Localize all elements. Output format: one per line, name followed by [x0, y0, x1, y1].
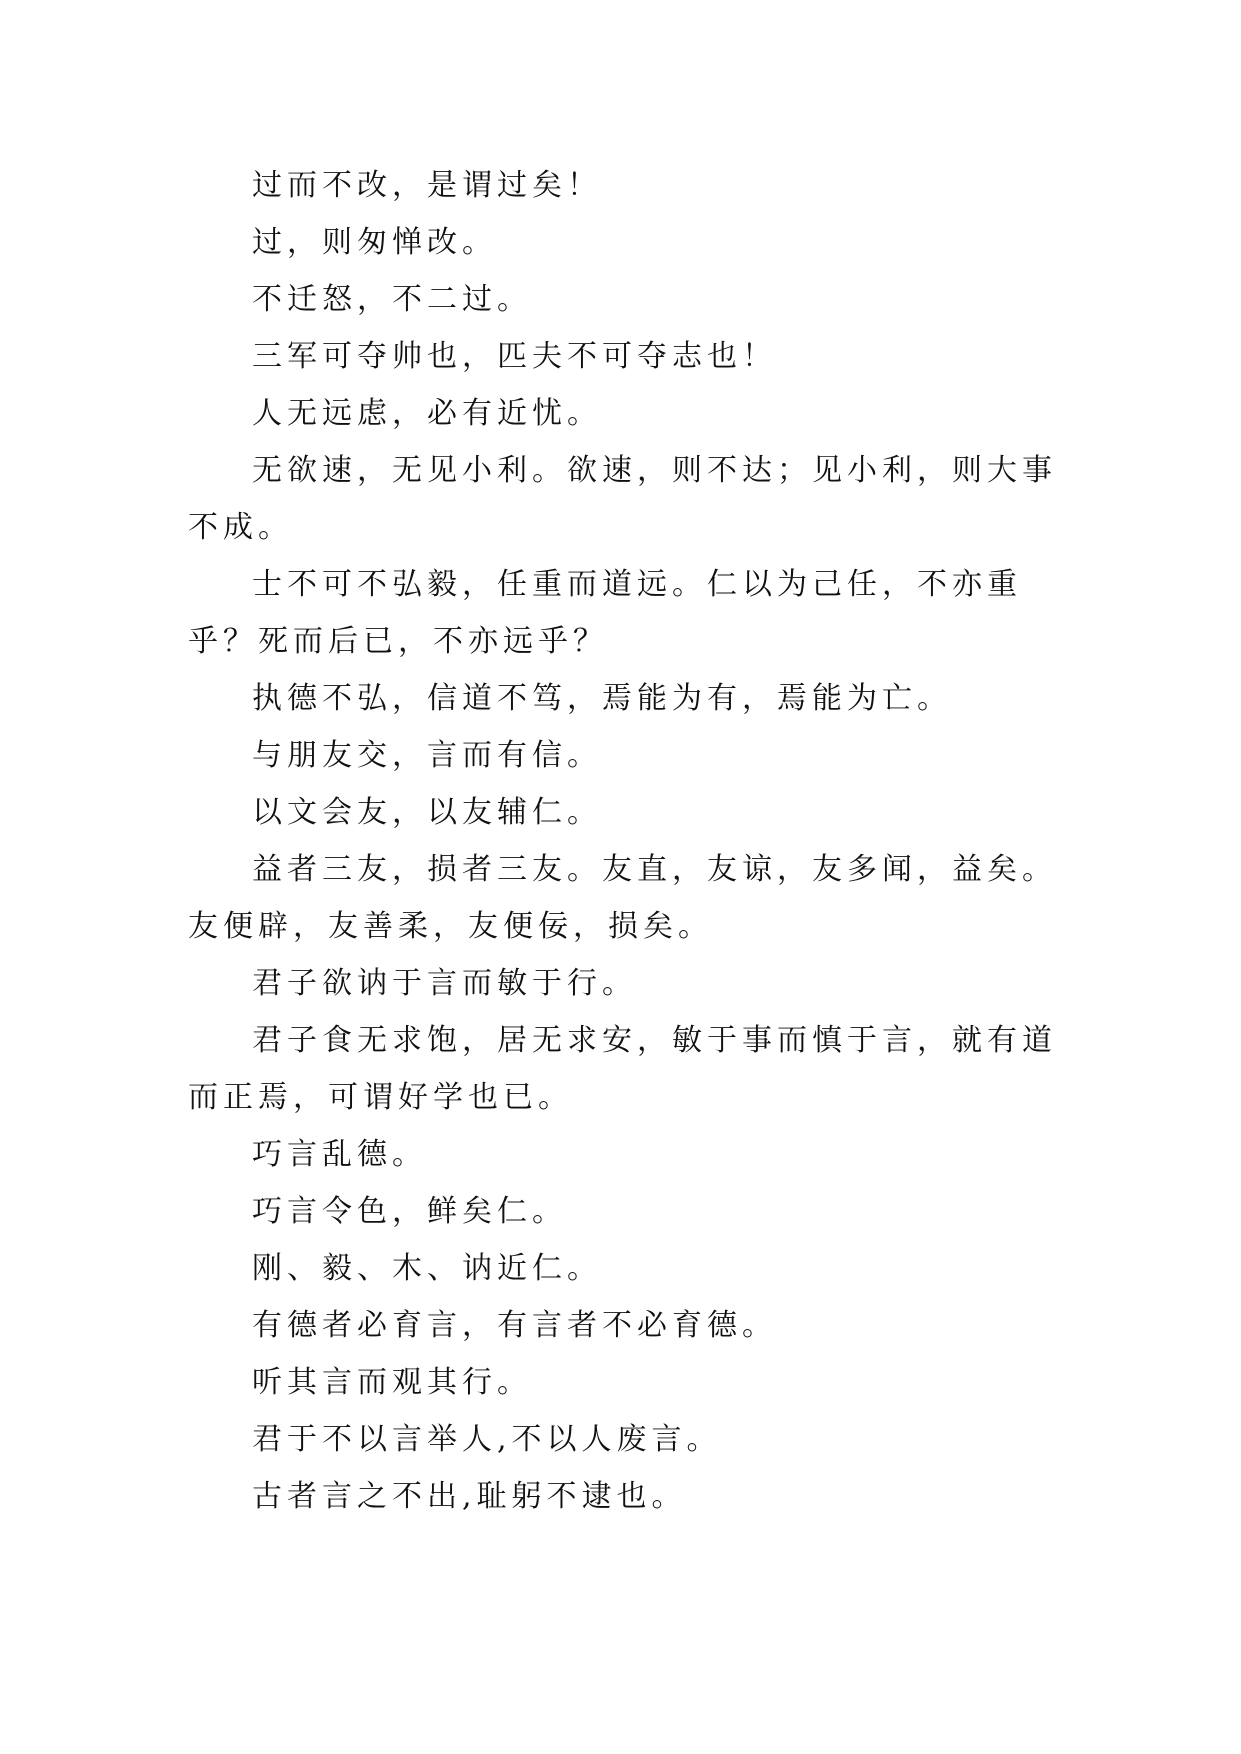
paragraph: 君子欲讷于言而敏于行。 [252, 966, 637, 1001]
paragraph: 士不可不弘毅，任重而道远。仁以为己任，不亦重乎？死而后已，不亦远乎？ [188, 567, 1022, 659]
paragraph: 三军可夺帅也，匹夫不可夺志也！ [252, 339, 777, 374]
paragraph: 人无远虑，必有近忧。 [252, 396, 602, 431]
paragraph: 古者言之不出,耻躬不逮也。 [252, 1479, 687, 1514]
paragraph: 过而不改，是谓过矣！ [252, 168, 602, 203]
paragraph: 巧言乱德。 [252, 1137, 427, 1172]
paragraph: 益者三友，损者三友。友直，友谅，友多闻，益矣。友便辟，友善柔，友便佞，损矣。 [188, 852, 1057, 944]
paragraph: 刚、毅、木、讷近仁。 [252, 1251, 602, 1286]
paragraph: 与朋友交，言而有信。 [252, 738, 602, 773]
paragraph: 执德不弘，信道不笃，焉能为有，焉能为亡。 [252, 681, 952, 716]
paragraph: 君于不以言举人,不以人废言。 [252, 1422, 722, 1457]
paragraph: 有德者必育言，有言者不必育德。 [252, 1308, 777, 1343]
paragraph: 以文会友，以友辅仁。 [252, 795, 602, 830]
paragraph: 无欲速，无见小利。欲速，则不达；见小利，则大事不成。 [188, 453, 1057, 545]
document-body [188, 157, 1058, 1525]
paragraph: 听其言而观其行。 [252, 1365, 532, 1400]
paragraph: 巧言令色，鲜矣仁。 [252, 1194, 567, 1229]
paragraph: 不迁怒，不二过。 [252, 282, 532, 317]
paragraph: 君子食无求饱，居无求安，敏于事而慎于言，就有道而正焉，可谓好学也已。 [188, 1023, 1057, 1115]
paragraph: 过，则匆惮改。 [252, 225, 497, 260]
